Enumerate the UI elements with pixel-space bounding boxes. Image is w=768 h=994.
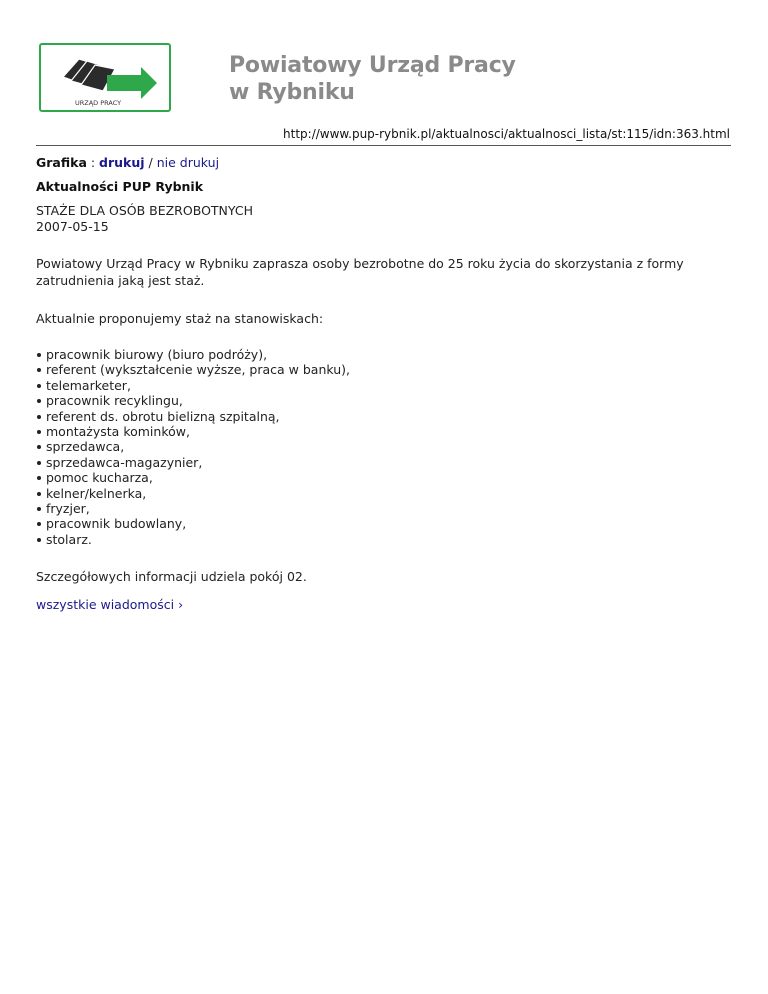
print-link[interactable]: drukuj (99, 155, 145, 170)
main-content (36, 155, 726, 613)
list-item-text: referent (wykształcenie wyższe, praca w banku), (46, 362, 351, 378)
no-print-link[interactable]: nie drukuj (156, 155, 220, 170)
header-divider (36, 145, 731, 146)
list-item (36, 532, 726, 547)
announcement-date: 2007-05-15 (36, 219, 109, 234)
list-item (36, 378, 726, 393)
list-item (36, 347, 726, 362)
bullet-icon (37, 507, 41, 511)
list-item-text: sprzedawca, (46, 439, 125, 455)
list-item (36, 409, 726, 424)
list-item-text: pracownik budowlany, (46, 516, 187, 532)
list-item-text: fryzjer, (46, 501, 90, 517)
print-separator: : (86, 155, 100, 170)
logo[interactable] (39, 43, 171, 112)
list-item-text: telemarketer, (46, 377, 131, 393)
arrow-icon (107, 67, 157, 99)
list-item (36, 393, 726, 408)
bullet-icon (37, 445, 41, 449)
bullet-icon (37, 538, 41, 542)
list-item (36, 424, 726, 439)
print-options (36, 155, 726, 170)
logo-caption: URZĄD PRACY (75, 99, 122, 107)
list-item (36, 516, 726, 531)
site-title-line2: w Rybniku (229, 80, 355, 105)
bullet-icon (37, 368, 41, 372)
print-label: Grafika (36, 155, 87, 170)
page-url: http://www.pup-rybnik.pl/aktualnosci/aktualnosci_lista/st:115/idn:363.html (283, 127, 730, 141)
list-item (36, 486, 726, 501)
list-item-text: sprzedawca-magazynier, (46, 454, 203, 470)
site-title (229, 52, 516, 106)
list-item-text: pracownik biurowy (biuro podróży), (46, 347, 268, 362)
list-item (36, 362, 726, 377)
list-item (36, 501, 726, 516)
list-item-text: pomoc kucharza, (46, 470, 153, 486)
list-item-text: pracownik recyklingu, (46, 393, 183, 409)
page-header (36, 40, 736, 120)
list-item (36, 455, 726, 470)
info-text: Szczegółowych informacji udziela pokój 02. (36, 569, 307, 585)
bullet-icon (37, 476, 41, 480)
bullet-icon (37, 492, 41, 496)
list-item-text: referent ds. obrotu bielizną szpitalną, (46, 408, 280, 424)
bullet-icon (37, 522, 41, 526)
bullet-icon (37, 399, 41, 403)
list-item-text: montażysta kominków, (46, 424, 190, 440)
list-item (36, 439, 726, 454)
print-separator-slash: / (144, 155, 157, 170)
positions-lead: Aktualnie proponujemy staż na stanowiskach: (36, 311, 324, 326)
bullet-icon (37, 353, 41, 357)
announcement-title: STAŻE DLA OSÓB BEZROBOTNYCH (36, 203, 253, 218)
site-title-line1: Powiatowy Urząd Pracy (229, 53, 516, 78)
bullet-icon (37, 415, 41, 419)
all-news-link[interactable]: wszystkie wiadomości › (36, 597, 184, 613)
list-item (36, 470, 726, 485)
announcement-intro: Powiatowy Urząd Pracy w Rybniku zaprasza osoby bezrobotne do 25 roku życia do skorzystania z formy zatrudnienia jaką jest staż. (36, 256, 684, 288)
list-item-text: kelner/kelnerka, (46, 485, 147, 501)
logo-graphic (41, 45, 169, 110)
list-item-text: stolarz. (46, 531, 92, 547)
positions-list (36, 347, 726, 547)
bullet-icon (37, 461, 41, 465)
section-title: Aktualności PUP Rybnik (36, 179, 204, 194)
bullet-icon (37, 430, 41, 434)
bullet-icon (37, 384, 41, 388)
